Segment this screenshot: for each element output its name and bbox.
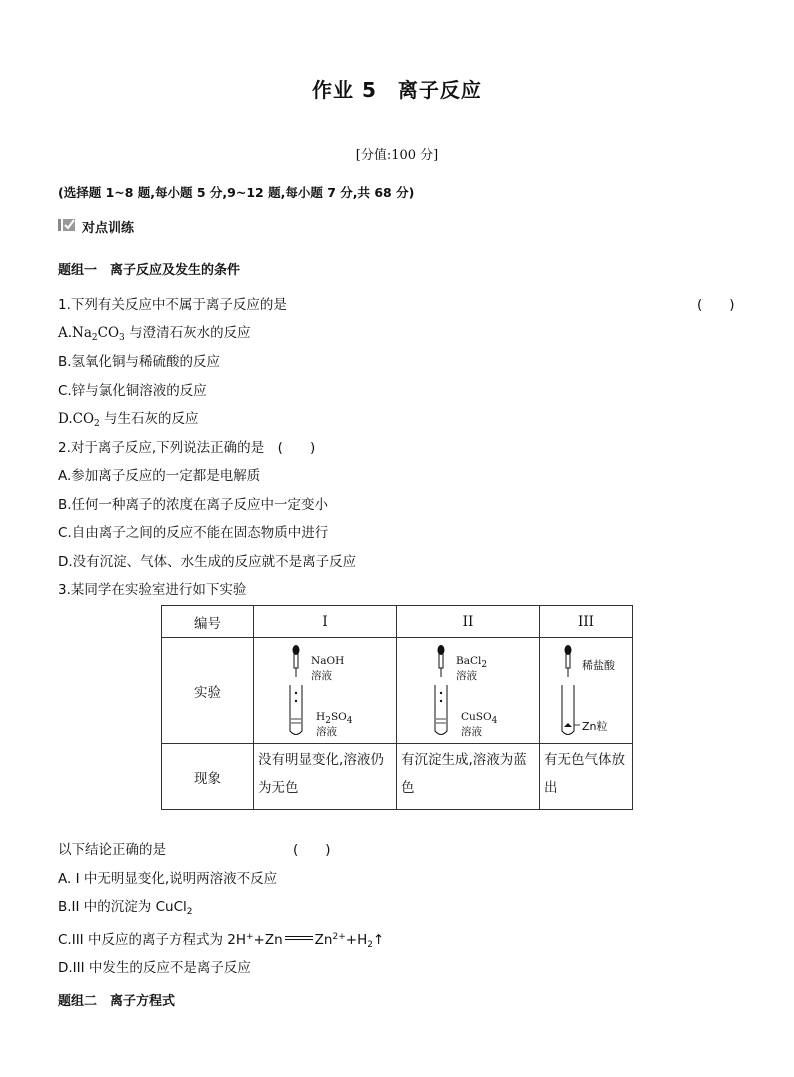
phenomenon-1: 没有明显变化,溶液仍为无色 <box>254 744 397 810</box>
score-info: [分值:100 分] <box>355 148 439 163</box>
q3-option-b: B.II 中的沉淀为 CuCl$_2$ <box>58 899 193 917</box>
q1-option-b: B.氢氧化铜与稀硫酸的反应 <box>58 354 221 370</box>
col-header-1: I <box>254 606 397 638</box>
section-label: 对点训练 <box>82 221 135 236</box>
q1-answer-paren: ( ) <box>697 297 735 313</box>
phenomenon-2: 有沉淀生成,溶液为蓝色 <box>397 744 540 810</box>
exp2-dropper-label-2: 溶液 <box>456 669 478 682</box>
page-title: 作业 5 离子反应 <box>312 78 482 102</box>
experiment-1-cell <box>254 638 397 744</box>
q1-option-c: C.锌与氯化铜溶液的反应 <box>58 383 207 399</box>
q3-stem: 3.某同学在实验室进行如下实验 <box>58 582 247 598</box>
q1-stem: 1.下列有关反应中不属于离子反应的是 <box>58 297 287 313</box>
group-2-heading: 题组二 离子方程式 <box>58 994 176 1009</box>
col-header-3: III <box>540 606 633 638</box>
q2-option-b: B.任何一种离子的浓度在离子反应中一定变小 <box>58 497 329 513</box>
q1-option-a: $A.Na_2CO_3$ 与澄清石灰水的反应 <box>58 325 251 343</box>
section-heading <box>58 217 134 236</box>
exp1-tube-label: $H_2SO_4$ <box>316 710 353 726</box>
scoring-note: (选择题 1~8 题,每小题 5 分,9~12 题,每小题 7 分,共 68 分) <box>58 185 415 200</box>
exp3-dropper-label: 稀盐酸 <box>582 658 615 672</box>
q3-answer-paren: ( ) <box>293 842 331 858</box>
exp1-dropper-label: NaOH <box>311 654 345 667</box>
q3-option-c: C.III 中反应的离子方程式为 2H++Zn $Zn^{2+}+H_2↑$ <box>58 932 385 950</box>
experiment-label: 实验 <box>162 638 254 744</box>
q3-option-a: A. I 中无明显变化,说明两溶液不反应 <box>58 871 278 887</box>
experiment-3-cell <box>540 638 633 744</box>
checkbox-icon <box>58 218 76 236</box>
experiment-2-cell <box>397 638 540 744</box>
exp1-dropper-label-2: 溶液 <box>311 669 333 682</box>
q2-option-c: C.自由离子之间的反应不能在固态物质中进行 <box>58 525 329 541</box>
q3-option-d: D.III 中发生的反应不是离子反应 <box>58 960 251 976</box>
exp2-dropper-label: BaCl$_2$ <box>456 654 488 670</box>
q2-option-d: D.没有沉淀、气体、水生成的反应就不是离子反应 <box>58 554 357 570</box>
table-row <box>162 744 633 810</box>
phenomenon-3: 有无色气体放出 <box>540 744 633 810</box>
header-label: 编号 <box>162 606 254 638</box>
table-row <box>162 638 633 744</box>
col-header-2: II <box>397 606 540 638</box>
q2-stem: 2.对于离子反应,下列说法正确的是 ( ) <box>58 440 316 456</box>
table-row <box>162 606 633 638</box>
equals-sign <box>285 936 313 940</box>
experiment-table <box>161 605 633 810</box>
q1-option-d: $D.CO_2$ 与生石灰的反应 <box>58 411 199 429</box>
exp1-tube-label-2: 溶液 <box>316 725 338 738</box>
group-1-heading: 题组一 离子反应及发生的条件 <box>58 263 241 278</box>
q2-option-a: A.参加离子反应的一定都是电解质 <box>58 468 261 484</box>
exp2-tube-label: CuSO$_4$ <box>461 710 498 726</box>
exp2-tube-label-2: 溶液 <box>461 725 483 738</box>
exp3-tube-label: Zn粒 <box>582 719 608 733</box>
q3-conclusion: 以下结论正确的是 <box>58 842 166 858</box>
phenomenon-label: 现象 <box>162 744 254 810</box>
